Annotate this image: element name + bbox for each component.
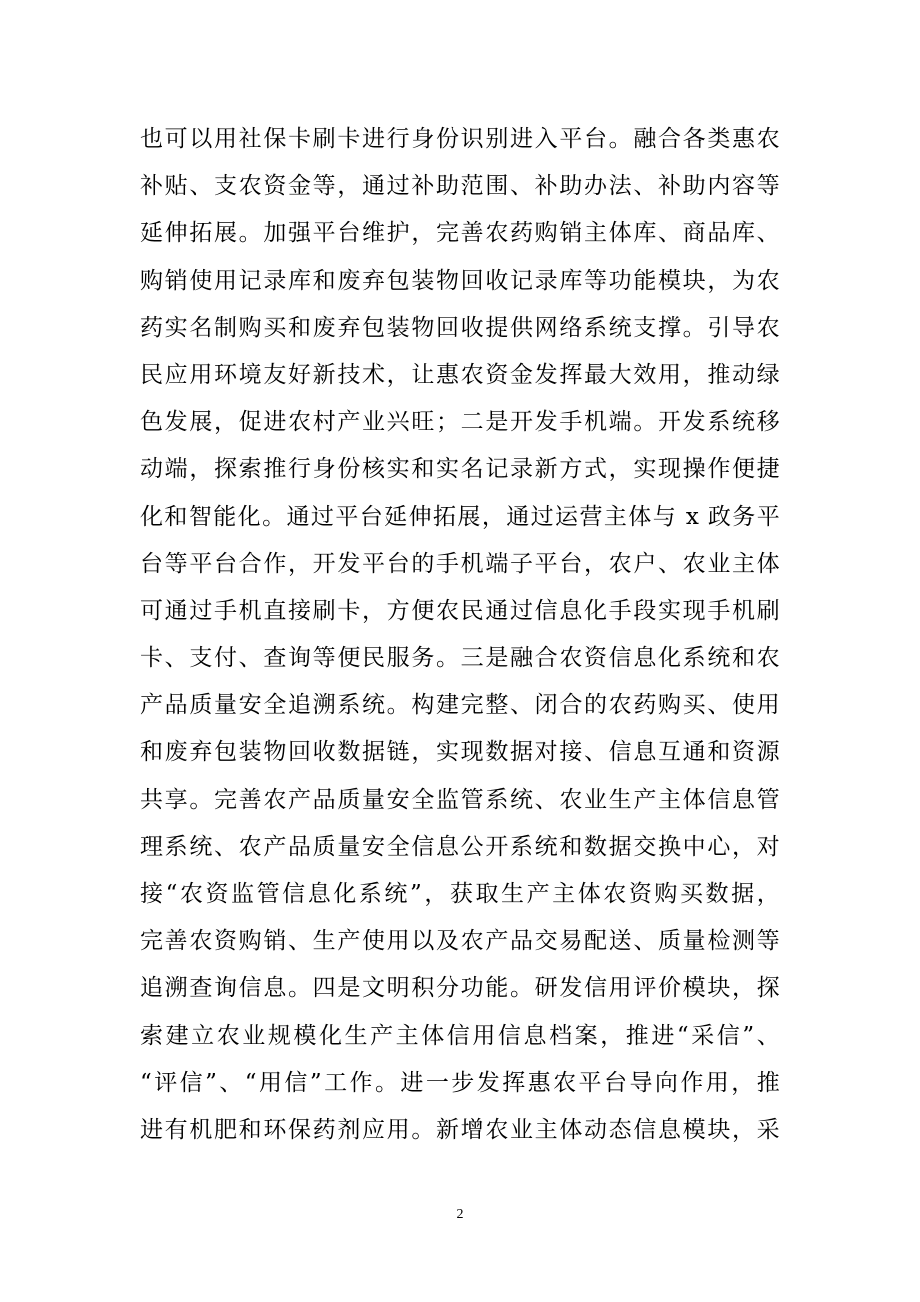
text-line: 索建立农业规模化生产主体信用信息档案，推进“采信”、 [140,1022,780,1049]
text-line: 可通过手机直接刷卡，方便农民通过信息化手段实现手机刷 [140,597,780,624]
text-line: 台等平台合作，开发平台的手机端子平台，农户、农业主体 [140,550,780,577]
text-line: 补贴、支农资金等，通过补助范围、补助办法、补助内容等 [140,173,780,200]
text-line: 民应用环境友好新技术，让惠农资金发挥最大效用，推动绿 [140,361,780,388]
body-text [140,116,780,1154]
text-line: 动端，探索推行身份核实和实名记录新方式，实现操作便捷 [140,456,780,483]
text-line: 接“农资监管信息化系统”，获取生产主体农资购买数据， [140,881,780,907]
text-line: 产品质量安全追溯系统。构建完整、闭合的农药购买、使用 [140,692,780,719]
text-line: 延伸拓展。加强平台维护，完善农药购销主体库、商品库、 [140,220,780,247]
text-line: “评信”、“用信”工作。进一步发挥惠农平台导向作用，推 [140,1069,780,1096]
text-line: 进有机肥和环保药剂应用。新增农业主体动态信息模块，采 [140,1116,780,1143]
text-line: 药实名制购买和废弃包装物回收提供网络系统支撑。引导农 [140,314,780,341]
text-line: 追溯查询信息。四是文明积分功能。研发信用评价模块，探 [140,975,780,1002]
text-line: 化和智能化。通过平台延伸拓展，通过运营主体与 x 政务平 [140,503,780,530]
text-line: 也可以用社保卡刷卡进行身份识别进入平台。融合各类惠农 [140,126,780,152]
page-number: 2 [456,1207,464,1222]
text-line: 共享。完善农产品质量安全监管系统、农业生产主体信息管 [140,786,780,813]
text-line: 和废弃包装物回收数据链，实现数据对接、信息互通和资源 [140,739,780,766]
text-line: 色发展，促进农村产业兴旺；二是开发手机端。开发系统移 [140,409,780,436]
text-line: 理系统、农产品质量安全信息公开系统和数据交换中心，对 [140,833,780,860]
text-line: 完善农资购销、生产使用以及农产品交易配送、质量检测等 [140,928,780,955]
text-line: 购销使用记录库和废弃包装物回收记录库等功能模块，为农 [140,267,780,294]
text-line: 卡、支付、查询等便民服务。三是融合农资信息化系统和农 [140,645,780,672]
